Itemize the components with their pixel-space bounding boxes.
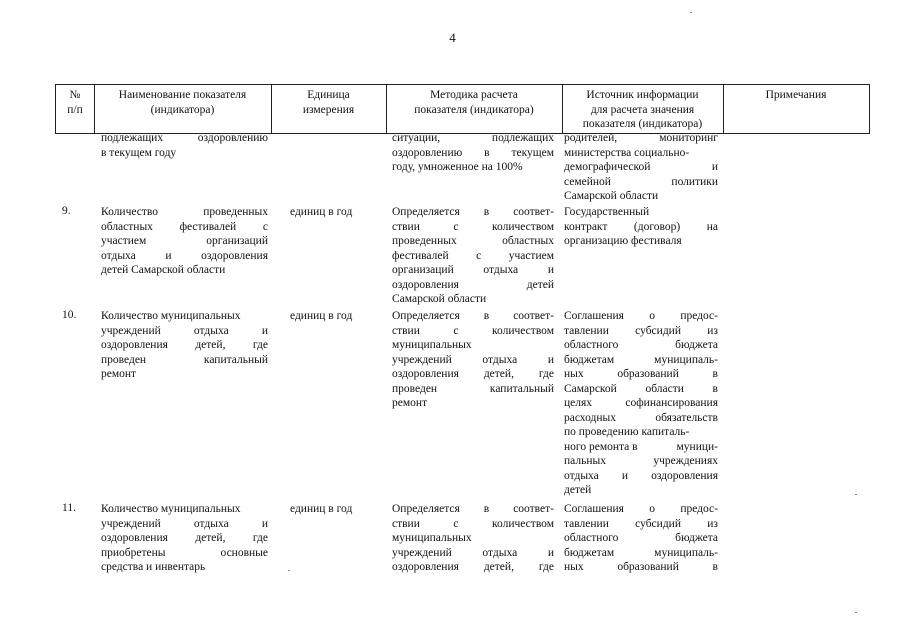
cell-line (101, 531, 268, 546)
cell-line (392, 367, 554, 382)
header-text: (индикатора) (150, 103, 215, 116)
cell-line (392, 546, 554, 561)
word: Государственный (564, 206, 650, 218)
word: текущем (511, 146, 554, 159)
word: ремонт (101, 368, 137, 380)
word: детей Самарской области (101, 264, 226, 276)
header-text: Наименование показателя (118, 89, 247, 101)
word: Самарской (564, 382, 617, 395)
cell-unit: единиц в год (290, 310, 353, 322)
word: бюджета (675, 532, 718, 544)
word: и (165, 249, 172, 262)
word: Количество (101, 206, 158, 218)
word: семейной (564, 175, 611, 188)
word: с (476, 249, 482, 262)
word: фестивалей (392, 249, 449, 262)
word: политики (671, 175, 718, 188)
word: Определяется (392, 503, 460, 515)
word: участием (508, 249, 554, 262)
scan-speck (690, 12, 692, 13)
word: оздоровления (392, 561, 459, 573)
word: проведенных (392, 235, 457, 247)
word: детей, (195, 339, 226, 351)
scan-speck (855, 612, 857, 613)
word: по проведению капиталь- (564, 426, 690, 438)
row-number: 9. (62, 205, 71, 217)
word: мониторинг (659, 132, 718, 144)
word: проведенных (203, 206, 268, 218)
cell-line (101, 234, 268, 249)
word: организацию фестиваля (564, 235, 682, 247)
word: о (649, 310, 656, 322)
word: образований (617, 368, 679, 380)
cell-line (564, 309, 718, 324)
word: ного ремонта в (564, 440, 638, 453)
word: в (712, 561, 718, 573)
cell-line (564, 425, 718, 440)
word: ремонт (392, 397, 428, 409)
header-text: Примечания (765, 89, 827, 101)
header-unit (271, 88, 386, 117)
word: основные (220, 546, 268, 559)
cell-line (564, 175, 718, 190)
cell-name (101, 205, 268, 278)
header-text: п/п (67, 103, 83, 116)
cell-line (101, 338, 268, 353)
word: образований (617, 561, 679, 573)
word: детей, (195, 532, 226, 544)
word: в (483, 310, 490, 322)
word: муници- (676, 440, 718, 453)
word: оздоровления (201, 249, 268, 262)
cell-method (392, 309, 554, 411)
word: обязательств (655, 411, 718, 424)
cell-line (564, 160, 718, 175)
word: с (453, 220, 459, 233)
word: учреждений (392, 546, 452, 559)
word: оздоровления (101, 532, 168, 544)
cell-method (392, 205, 554, 307)
cell-line (392, 338, 554, 353)
word: Определяется (392, 206, 460, 218)
cell-name (101, 502, 268, 575)
cell-line (101, 205, 268, 220)
word: с (262, 220, 268, 233)
word: Определяется (392, 310, 460, 322)
header-name (94, 88, 271, 117)
word: областного (564, 339, 619, 351)
word: количеством (492, 220, 554, 233)
cell-line (392, 278, 554, 293)
cell-line (564, 382, 718, 397)
word: подлежащих (491, 132, 554, 144)
word: области (645, 382, 684, 395)
cell-line (101, 502, 268, 517)
cell-line (392, 531, 554, 546)
word: о (649, 503, 656, 515)
word: предос- (680, 310, 718, 322)
word: ных (564, 368, 584, 380)
word: количеством (492, 517, 554, 530)
word: бюджета (675, 339, 718, 351)
scan-speck (288, 570, 290, 571)
header-source (562, 88, 723, 132)
cell-source (564, 131, 718, 204)
header-text: измерения (302, 103, 355, 116)
word: ных (564, 561, 584, 573)
word: детей (564, 484, 592, 496)
cell-line (564, 220, 718, 235)
cell-line (392, 234, 554, 249)
word: Соглашения (564, 310, 624, 322)
word: участием (101, 235, 147, 247)
word: и (261, 324, 268, 337)
header-text: Источник информации (586, 89, 699, 101)
cell-line (101, 309, 268, 324)
cell-line (392, 205, 554, 220)
word: и (261, 517, 268, 530)
word: где (252, 532, 268, 544)
cell-line (101, 546, 268, 561)
cell-line (564, 440, 718, 455)
word: в (712, 368, 718, 380)
word: демографической (564, 161, 651, 173)
word: капитальный (203, 353, 268, 366)
word: бюджетам (564, 353, 615, 366)
cell-method (392, 502, 554, 575)
word: из (707, 517, 718, 530)
word: оздоровлению (392, 146, 463, 159)
word: контракт (564, 220, 608, 233)
word: расходных (564, 411, 617, 424)
word: Соглашения (564, 503, 624, 515)
word: где (538, 561, 554, 573)
word: где (538, 368, 554, 380)
cell-line (392, 353, 554, 368)
word: с (453, 517, 459, 530)
cell-line (564, 324, 718, 339)
word: проведен (392, 382, 438, 395)
word: (договор) (633, 220, 681, 233)
word: оздоровлению (197, 132, 268, 144)
word: предос- (680, 503, 718, 515)
word: отдыха (564, 469, 599, 482)
word: и (711, 161, 718, 173)
cell-name (101, 131, 268, 160)
cell-line (392, 160, 554, 175)
cell-line (101, 146, 268, 161)
word: субсидий (635, 517, 681, 530)
word: ствии (392, 220, 420, 233)
word: Количество муниципальных (101, 310, 241, 322)
cell-line (392, 517, 554, 532)
word: организаций (392, 264, 454, 276)
cell-line (564, 205, 718, 220)
word: пальных (564, 455, 606, 467)
cell-method (392, 131, 554, 175)
word: в текущем году (101, 146, 177, 159)
word: количеством (492, 324, 554, 337)
word: приобретены (101, 546, 166, 559)
word: отдыха (101, 249, 136, 262)
table-header (55, 84, 870, 134)
word: проведен (101, 353, 147, 366)
cell-line (564, 454, 718, 469)
cell-line (101, 517, 268, 532)
cell-line (564, 546, 718, 561)
cell-line (564, 396, 718, 411)
word: софинансирования (625, 397, 718, 409)
cell-line (392, 309, 554, 324)
cell-line (101, 353, 268, 368)
cell-line (564, 502, 718, 517)
word: детей (526, 278, 554, 291)
row-number: 11. (62, 502, 76, 514)
word: муниципаль- (654, 353, 718, 366)
cell-source (564, 502, 718, 575)
word: отдыха (193, 324, 229, 337)
word: тавлении (564, 517, 609, 530)
word: отдыха (193, 517, 229, 530)
cell-line (564, 531, 718, 546)
cell-line (101, 249, 268, 264)
header-text: показателя (индикатора) (582, 118, 703, 130)
word: учреждениях (653, 455, 718, 467)
cell-line (564, 560, 718, 575)
page-number: 4 (449, 30, 456, 45)
cell-line (564, 517, 718, 532)
header-text: для расчета значения (590, 103, 695, 116)
word: оздоровления (651, 469, 718, 482)
header-num (56, 88, 94, 117)
word: в (483, 503, 490, 515)
word: и (547, 546, 554, 559)
word: министерства социально- (564, 146, 690, 159)
word: детей, (483, 561, 514, 573)
word: Количество муниципальных (101, 503, 241, 515)
word: ствии (392, 517, 420, 530)
cell-name (101, 309, 268, 382)
word: оздоровления (392, 368, 459, 380)
word: муниципальных (392, 532, 472, 544)
word: учреждений (101, 324, 161, 337)
word: с (453, 324, 459, 337)
cell-line (392, 396, 554, 411)
cell-line (392, 324, 554, 339)
scan-speck (855, 494, 857, 495)
header-text: показателя (индикатора) (414, 103, 534, 116)
cell-line (101, 324, 268, 339)
row-number: 10. (62, 309, 77, 321)
cell-line (101, 131, 268, 146)
cell-line (564, 411, 718, 426)
cell-line (564, 146, 718, 161)
word: областного (564, 532, 619, 544)
word: оздоровления (392, 278, 459, 291)
cell-line (564, 131, 718, 146)
word: муниципальных (392, 339, 472, 351)
cell-line (101, 263, 268, 278)
word: где (252, 339, 268, 351)
cell-line (564, 353, 718, 368)
cell-unit: единиц в год (290, 503, 353, 515)
word: отдыха (483, 264, 519, 276)
word: ствии (392, 324, 420, 337)
cell-line (564, 234, 718, 249)
word: муниципаль- (654, 546, 718, 559)
word: организаций (206, 235, 268, 247)
word: и (621, 469, 628, 482)
word: ситуации, (392, 132, 441, 144)
word: субсидий (635, 324, 681, 337)
cell-line (392, 502, 554, 517)
cell-line (392, 249, 554, 264)
cell-line (564, 469, 718, 484)
word: капитальный (489, 382, 554, 395)
cell-source (564, 309, 718, 498)
word: в (483, 206, 490, 218)
word: и (547, 353, 554, 366)
cell-source (564, 205, 718, 249)
word: подлежащих (101, 132, 164, 144)
word: областных (101, 220, 153, 233)
header-text: Единица (307, 89, 350, 101)
cell-line (392, 146, 554, 161)
word: оздоровления (101, 339, 168, 351)
word: областных (502, 235, 554, 247)
word: соответ- (513, 503, 554, 515)
cell-line (392, 382, 554, 397)
word: году, умноженное на 100% (392, 161, 523, 173)
word: фестивалей (179, 220, 237, 233)
word: детей, (483, 368, 514, 380)
word: тавлении (564, 324, 609, 337)
word: отдыха (482, 546, 518, 559)
cell-line (564, 483, 718, 498)
word: целях (564, 397, 593, 409)
cell-line (392, 292, 554, 307)
word: родителей, (564, 132, 618, 144)
cell-line (564, 189, 718, 204)
cell-line (392, 220, 554, 235)
word: соответ- (513, 310, 554, 322)
word: и (547, 264, 554, 276)
word: Самарской области (392, 293, 487, 305)
header-text: Методика расчета (430, 89, 518, 101)
cell-line (392, 263, 554, 278)
cell-unit: единиц в год (290, 206, 353, 218)
word: бюджетам (564, 546, 615, 559)
cell-line (392, 560, 554, 575)
word: из (707, 324, 718, 337)
word: учреждений (101, 517, 161, 530)
cell-line (101, 220, 268, 235)
word: учреждений (392, 353, 452, 366)
cell-line (564, 367, 718, 382)
word: в (484, 146, 490, 159)
word: Самарской области (564, 190, 659, 202)
cell-line (392, 131, 554, 146)
cell-line (101, 560, 268, 575)
word: соответ- (513, 206, 554, 218)
cell-line (101, 367, 268, 382)
header-notes (723, 88, 869, 103)
header-method (386, 88, 562, 117)
header-text: № (69, 89, 81, 101)
word: средства и инвентарь (101, 561, 206, 573)
word: в (712, 382, 718, 395)
cell-line (564, 338, 718, 353)
word: на (706, 220, 718, 233)
word: отдыха (482, 353, 518, 366)
